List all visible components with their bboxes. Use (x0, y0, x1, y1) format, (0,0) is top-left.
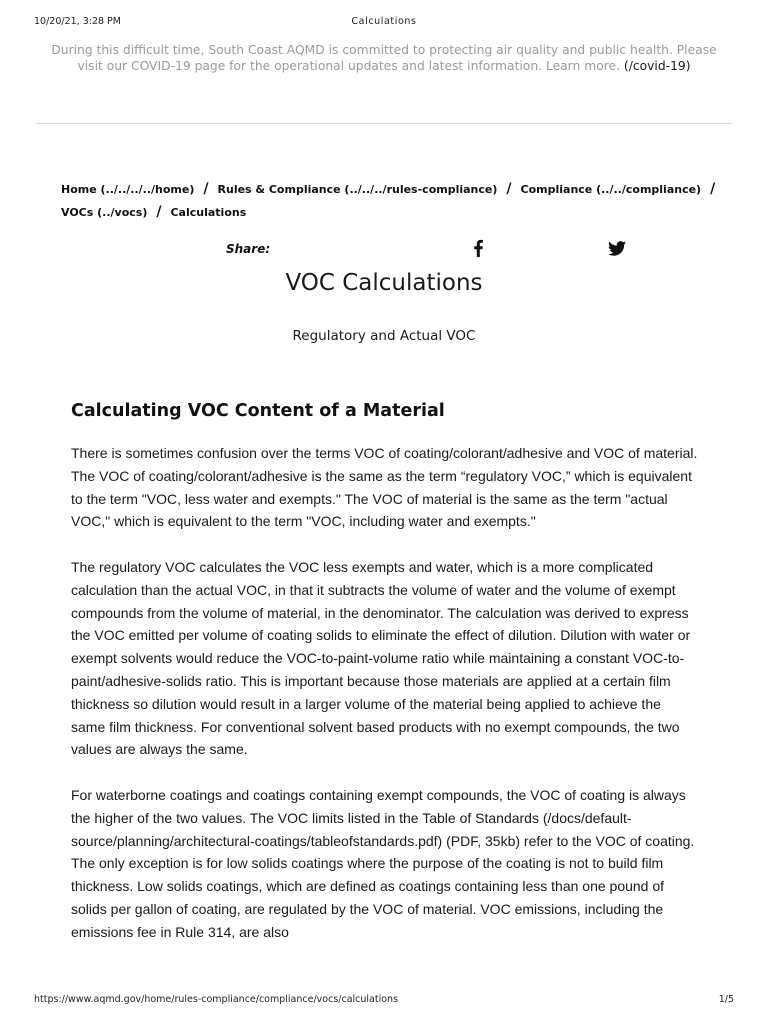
section-heading: Calculating VOC Content of a Material (71, 401, 445, 421)
breadcrumb-separator: / (506, 181, 512, 197)
covid-banner-text: During this difficult time, South Coast AQMD is committed to protecting air quality and public health. Please visit our COVID-19 page for the operational updates and latest information. Learn more. (51, 43, 717, 73)
twitter-icon[interactable] (608, 241, 626, 256)
print-page-number: 1/5 (718, 994, 734, 1005)
covid-page-link[interactable]: (/covid-19) (623, 59, 691, 73)
print-page-title: Calculations (351, 16, 417, 27)
breadcrumb-separator: / (203, 181, 209, 197)
covid-banner (40, 42, 728, 74)
breadcrumb-rules-compliance[interactable]: Rules & Compliance (../../../rules-compliance) (217, 183, 498, 196)
body-paragraph: There is sometimes confusion over the terms VOC of coating/colorant/adhesive and VOC of material. The VOC of coating/colorant/adhesive is the same as the term “regulatory VOC,” which is equivalent to the term "VOC, less water and exempts." The VOC of material is the same as the term "actual VOC," which is equivalent to the term "VOC, including water and exempts." (71, 445, 698, 530)
share-label: Share: (226, 242, 271, 256)
facebook-icon[interactable] (472, 239, 484, 257)
print-datetime: 10/20/21, 3:28 PM (34, 16, 121, 27)
print-url: https://www.aqmd.gov/home/rules-compliance/compliance/vocs/calculations (34, 994, 399, 1005)
breadcrumb (61, 178, 716, 224)
breadcrumb-compliance[interactable]: Compliance (../../compliance) (520, 183, 702, 196)
breadcrumb-separator: / (710, 181, 716, 197)
page-subtitle: Regulatory and Actual VOC (292, 328, 476, 344)
body-paragraph: For waterborne coatings and coatings containing exempt compounds, the VOC of coating is always the higher of the two values. The VOC limits listed in the Table of Standards (/docs/default-source/planning/architectural-coatings/tableofstandards.pdf) (PDF, 35kb) refer to the VOC of coating. The only exception is for low solids coatings where the purpose of the coating is not to build film thickness. Low solids coatings, which are defined as coatings containing less than one pound of solids per gallon of coating, are regulated by the VOC of material. VOC emissions, including the emissions fee in Rule 314, are also (71, 786, 695, 940)
body-paragraph: The regulatory VOC calculates the VOC less exempts and water, which is a more complicated calculation than the actual VOC, in that it subtracts the volume of water and the volume of exempt compounds from the volume of material, in the denominator. The calculation was derived to express the VOC emitted per volume of coating solids to eliminate the effect of dilution. Dilution with water or exempt solvents would reduce the VOC-to-paint-volume ratio while maintaining a constant VOC-to-paint/adhesive-solids ratio. This is important because those materials are applied at a certain film thickness so dilution would result in a larger volume of the material being applied to achieve the same film thickness. For conventional solvent based products with no exempt compounds, the two values are always the same. (71, 558, 691, 758)
breadcrumb-separator: / (156, 204, 162, 220)
banner-divider (36, 123, 732, 124)
page-title: VOC Calculations (285, 270, 483, 296)
breadcrumb-home[interactable]: Home (../../../../home) (61, 183, 195, 196)
print-footer (34, 994, 734, 1008)
article-body (71, 442, 699, 966)
breadcrumb-current-calculations: Calculations (170, 206, 247, 219)
print-header (34, 16, 734, 30)
breadcrumb-vocs[interactable]: VOCs (../vocs) (61, 206, 148, 219)
